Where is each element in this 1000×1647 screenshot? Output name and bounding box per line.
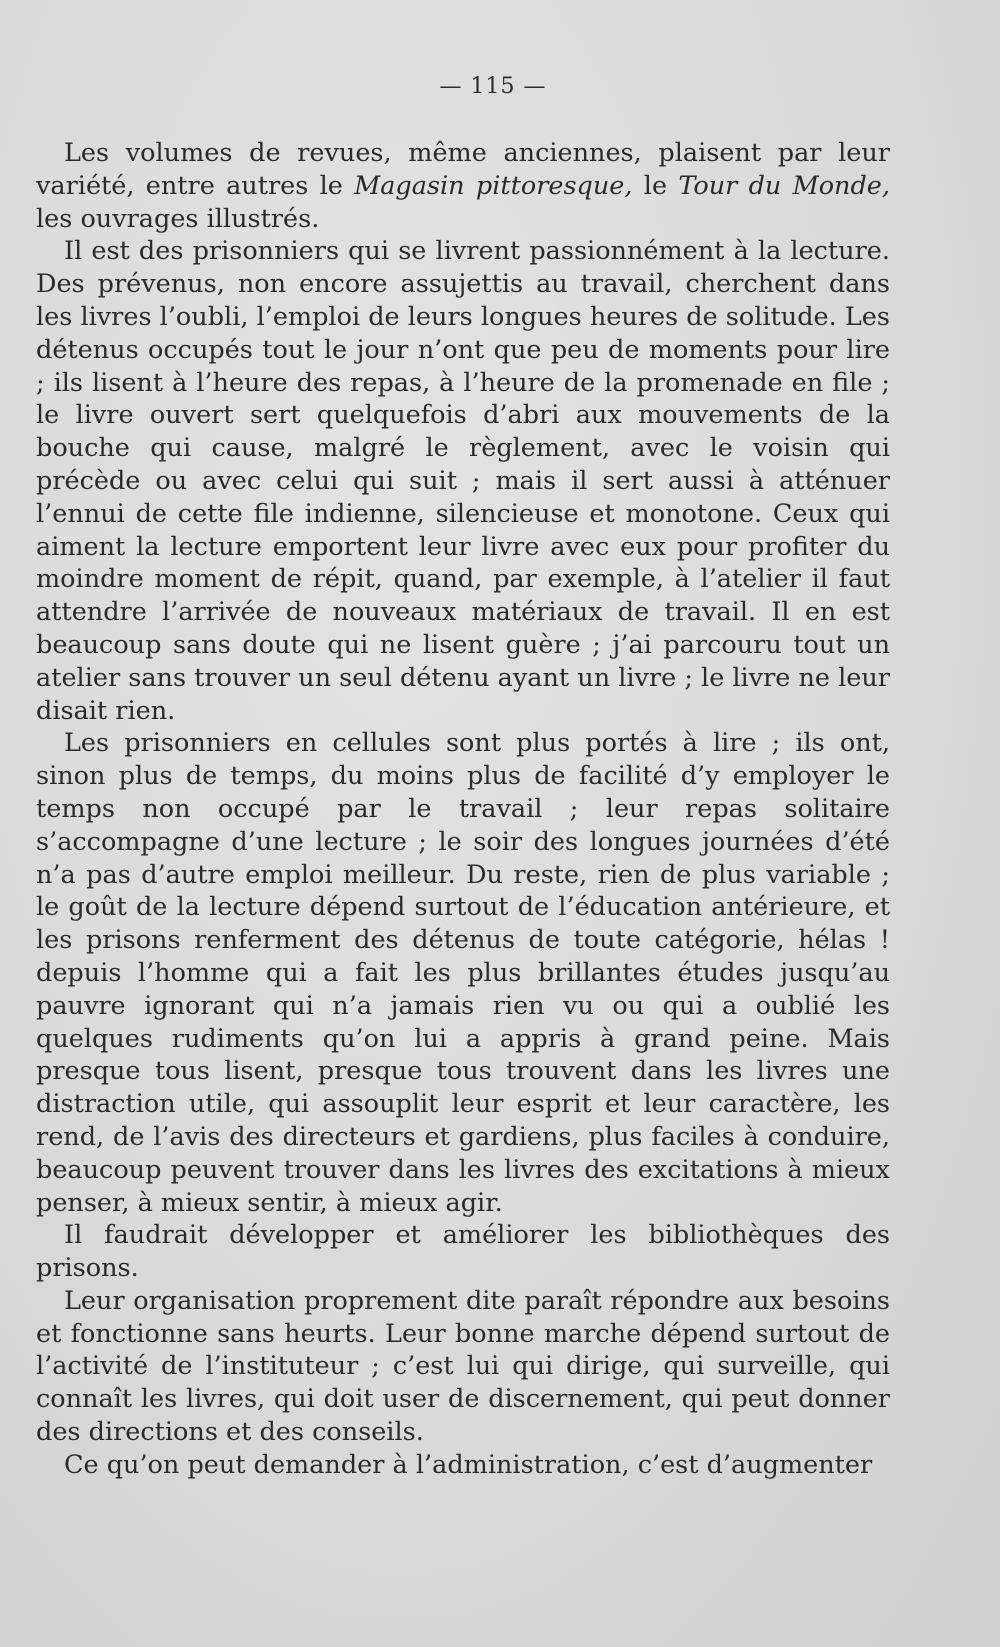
title-magasin-pittoresque: Magasin pittoresque, — [354, 170, 633, 201]
paragraph-1-text-b: le — [632, 170, 679, 201]
paragraph-1-text-c: les ouvrages illustrés. — [36, 203, 320, 234]
paragraph-4: Il faudrait développer et améliorer les bibliothèques des prisons. — [36, 1220, 890, 1284]
paragraph-5: Leur organisation proprement dite paraît répondre aux besoins et fonctionne sans heurts. Leur bonne marche dépend surtout de l’activité de l’instituteur ; c’est lui qui dirige, qui surveille, qui connaît les livres, qui doit user de discernement, qui peut donner des directions et des conseils. — [36, 1285, 890, 1448]
page-number: — 115 — — [439, 74, 547, 99]
paragraph-1 — [36, 137, 890, 235]
body-text — [36, 137, 890, 1482]
paragraph-3: Les prisonniers en cellules sont plus portés à lire ; ils ont, sinon plus de temps, du moins plus de facilité d’y employer le temps non occupé par le travail ; leur repas solitaire s’accompagne d’une lecture ; le soir des longues journées d’été n’a pas d’autre emploi meilleur. Du reste, rien de plus variable ; le goût de la lecture dépend surtout de l’éducation antérieure, et les prisons renferment des détenus de toute catégorie, hélas ! depuis l’homme qui a fait les plus brillantes études jusqu’au pauvre ignorant qui n’a jamais rien vu ou qui a oublié les quelques rudiments qu’on lui a appris à grand peine. Mais presque tous lisent, presque tous trouvent dans les livres une distraction utile, qui assouplit leur esprit et leur caractère, les rend, de l’avis des directeurs et gardiens, plus faciles à conduire, beaucoup peuvent trouver dans les livres des excitations à mieux penser, à mieux sentir, à mieux agir. — [36, 728, 890, 1218]
title-tour-du-monde: Tour du Monde, — [678, 170, 890, 201]
paragraph-1-text-a: Les volumes de revues, même anciennes, plaisent par leur variété, entre autres le — [36, 138, 890, 201]
paragraph-6: Ce qu’on peut demander à l’administration, c’est d’augmenter — [64, 1449, 873, 1480]
paragraph-2: Il est des prisonniers qui se livrent passionnément à la lecture. Des prévenus, non encore assujettis au travail, cherchent dans les livres l’oubli, l’emploi de leurs longues heures de solitude. Les détenus occupés tout le jour n’ont que peu de moments pour lire ; ils lisent à l’heure des repas, à l’heure de la promenade en file ; le livre ouvert sert quelquefois d’abri aux mouvements de la bouche qui cause, malgré le règlement, avec le voisin qui précède ou avec celui qui suit ; mais il sert aussi à atténuer l’ennui de cette file indienne, silencieuse et monotone. Ceux qui aiment la lecture emportent leur livre avec eux pour profiter du moindre moment de répit, quand, par exemple, à l’atelier il faut attendre l’arrivée de nouveaux matériaux de travail. Il en est beaucoup sans doute qui ne lisent guère ; j’ai parcouru tout un atelier sans trouver un seul détenu ayant un livre ; le livre ne leur disait rien. — [36, 236, 890, 726]
